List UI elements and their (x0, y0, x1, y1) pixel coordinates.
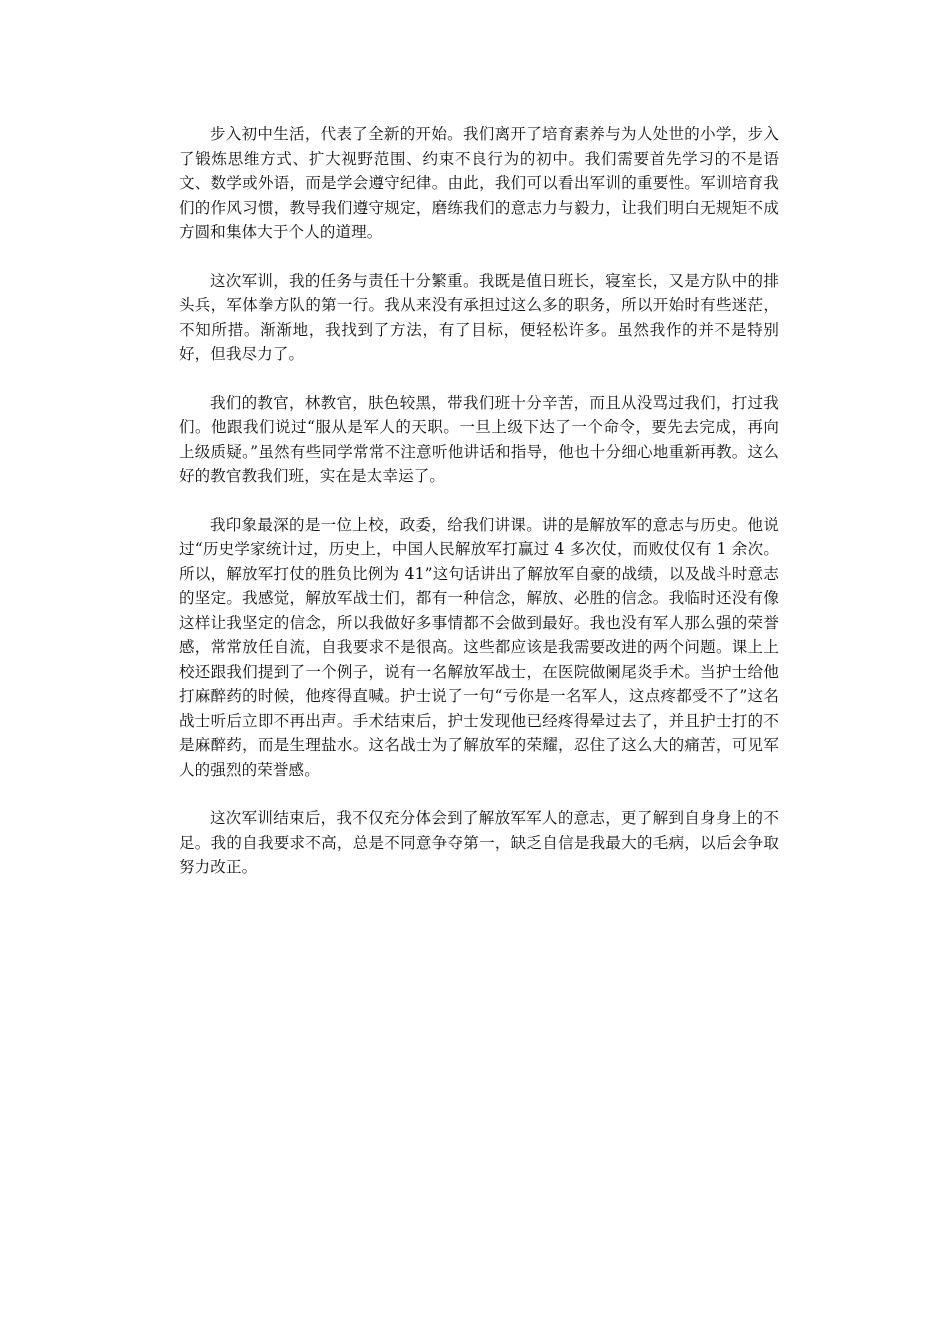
paragraph-4: 我印象最深的是一位上校，政委，给我们讲课。讲的是解放军的意志与历史。他说过“历史学家统计过，历史上，中国人民解放军打赢过 4 多次仗，而败仗仅有 1 余次。所以，解放军打仗的胜负比例为 41”这句话讲出了解放军自豪的战绩，以及战斗时意志的坚定。我感觉，解放军战士们，都有一种信念，解放、必胜的信念。我临时还没有像这样让我坚定的信念，所以我做好多事情都不会做到最好。我也没有军人那么强的荣誉感，常常放任自流，自我要求不是很高。这些都应该是我需要改进的两个问题。课上上校还跟我们提到了一个例子，说有一名解放军战士，在医院做阑尾炎手术。当护士给他打麻醉药的时候，他疼得直喊。护士说了一句“亏你是一名军人，这点疼都受不了”这名战士听后立即不再出声。手术结束后，护士发现他已经疼得晕过去了，并且护士打的不是麻醉药，而是生理盐水。这名战士为了解放军的荣耀，忍住了这么大的痛苦，可见军人的强烈的荣誉感。 (179, 515, 779, 779)
paragraph-2: 这次军训，我的任务与责任十分繁重。我既是值日班长，寝室长，又是方队中的排头兵，军体拳方队的第一行。我从来没有承担过这么多的职务，所以开始时有些迷茫，不知所措。渐渐地，我找到了方法，有了目标，便轻松许多。虽然我作的并不是特别好，但我尽力了。 (179, 271, 779, 363)
document-body (179, 122, 779, 904)
paragraph-1: 步入初中生活，代表了全新的开始。我们离开了培育素养与为人处世的小学，步入了锻炼思维方式、扩大视野范围、约束不良行为的初中。我们需要首先学习的不是语文、数学或外语，而是学会遵守纪律。由此，我们可以看出军训的重要性。军训培育我们的作风习惯，教导我们遵守规定，磨练我们的意志力与毅力，让我们明白无规矩不成方圆和集体大于个人的道理。 (179, 125, 779, 241)
paragraph-3: 我们的教官，林教官，肤色较黑，带我们班十分辛苦，而且从没骂过我们，打过我们。他跟我们说过“服从是军人的天职。一旦上级下达了一个命令，要先去完成，再向上级质疑。”虽然有些同学常常不注意听他讲话和指导，他也十分细心地重新再教。这么好的教官教我们班，实在是太幸运了。 (179, 393, 779, 485)
paragraph-5: 这次军训结束后，我不仅充分体会到了解放军军人的意志，更了解到自身身上的不足。我的自我要求不高，总是不同意争夺第一，缺乏自信是我最大的毛病，以后会争取努力改正。 (179, 809, 779, 876)
